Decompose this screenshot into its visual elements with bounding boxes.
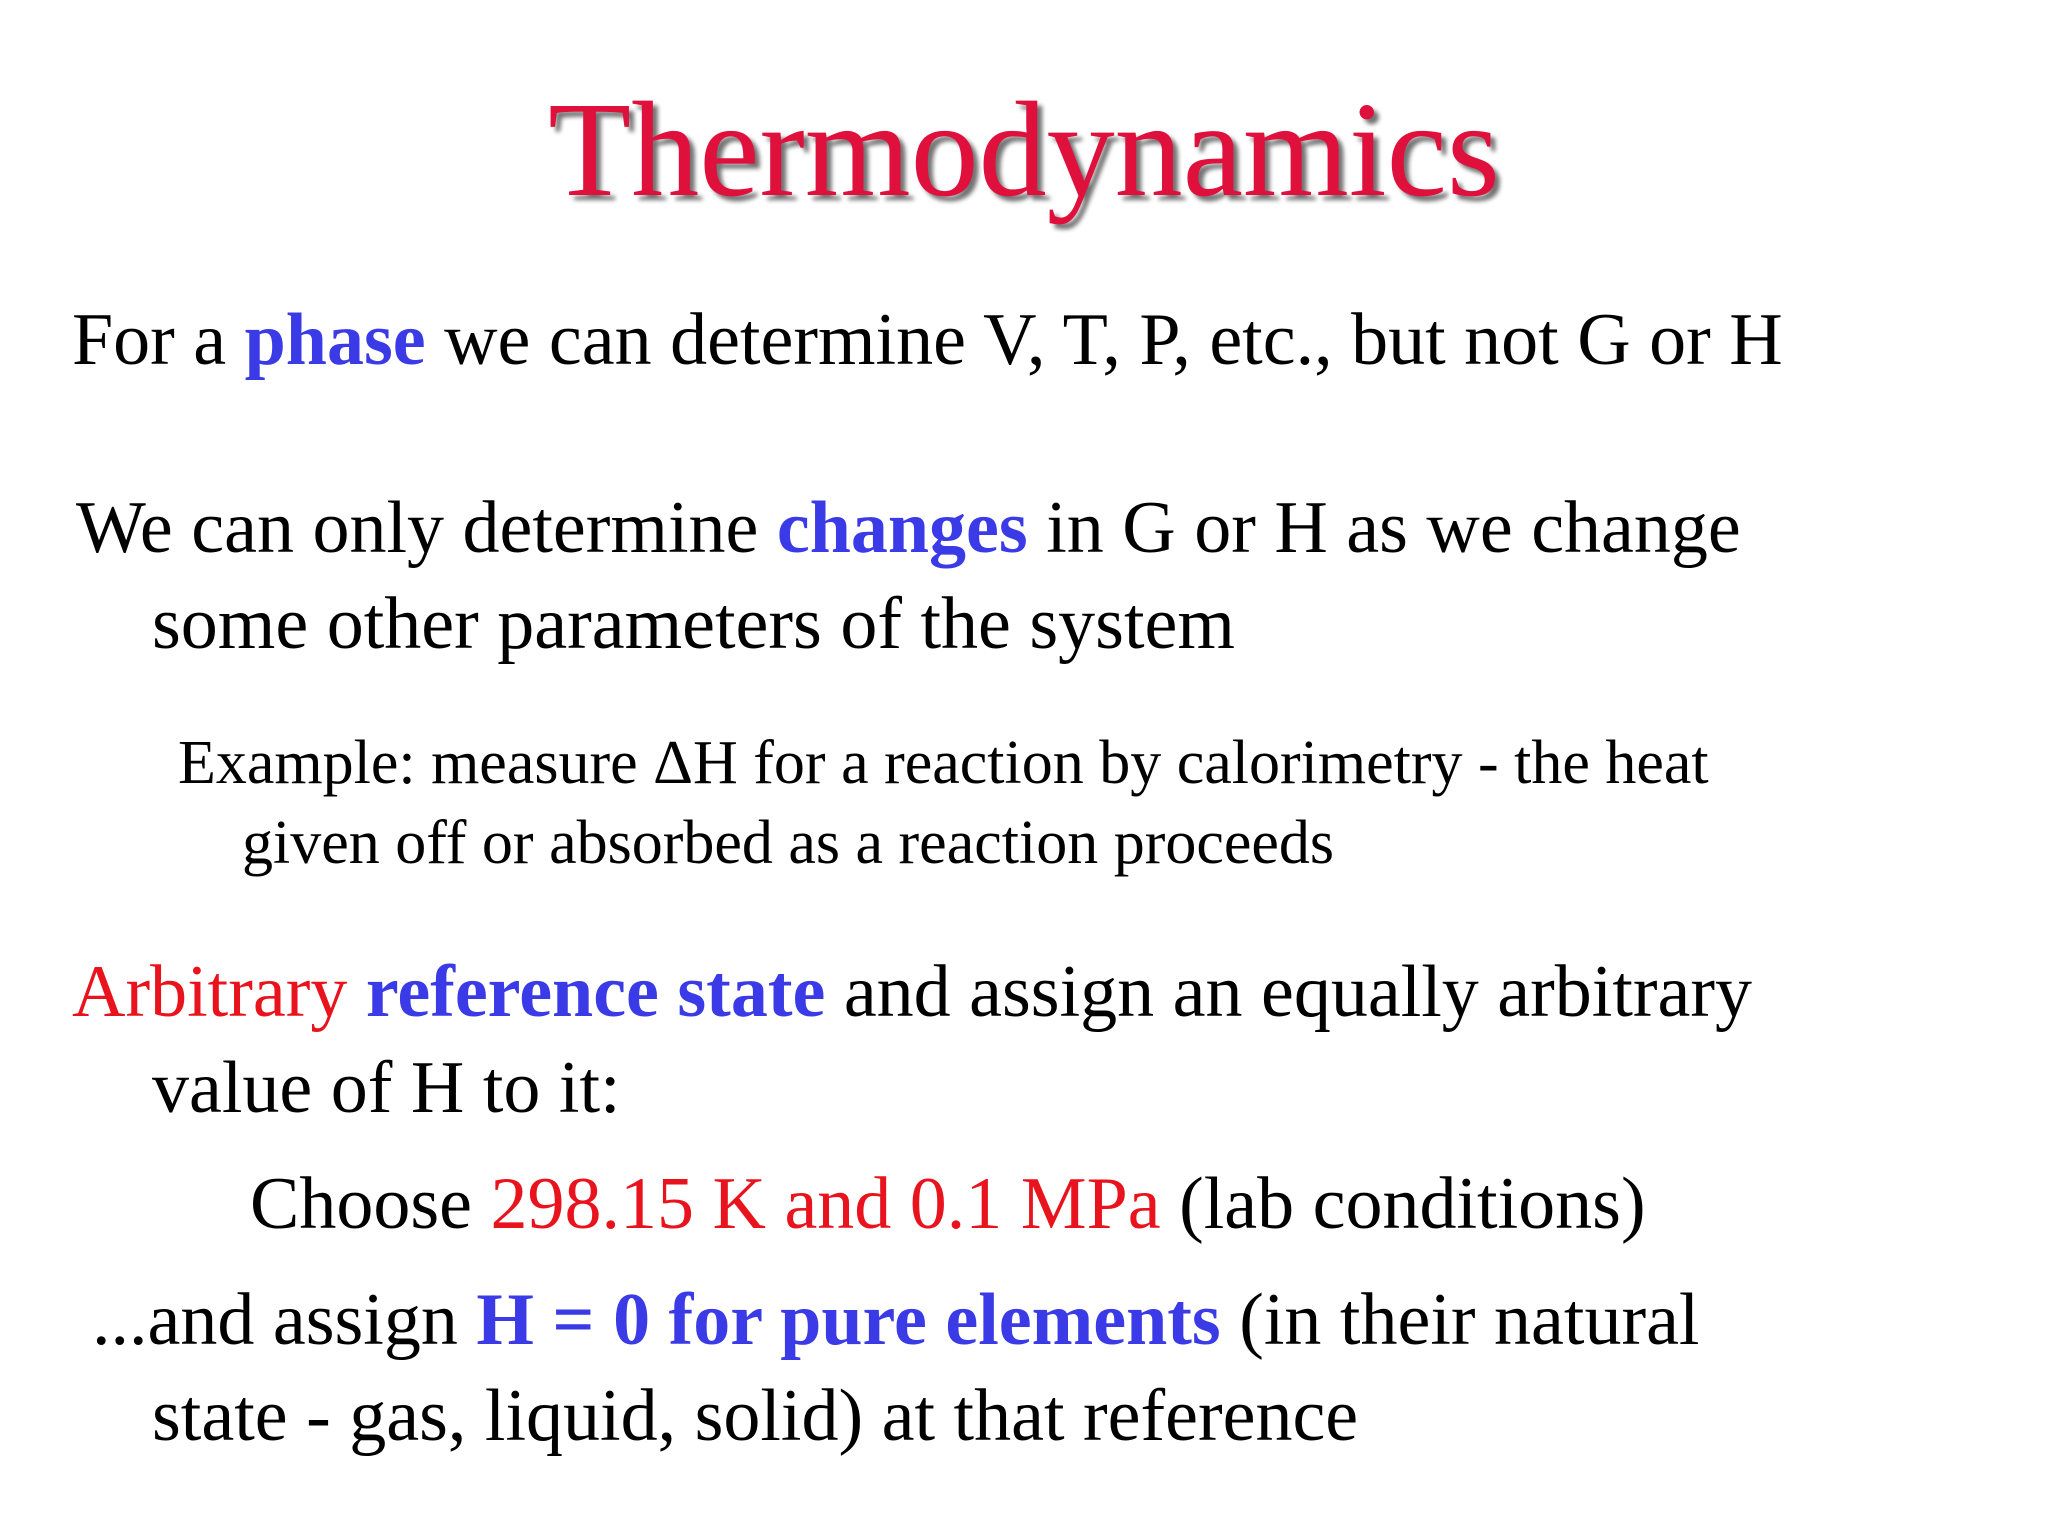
phase-keyword: phase: [244, 299, 426, 381]
reference-statement-end: and assign an equally arbitrary: [825, 951, 1753, 1033]
assign-statement-line1: [92, 1276, 1700, 1364]
changes-statement-start: We can only determine: [76, 487, 777, 569]
changes-statement-line1: [76, 484, 1741, 572]
example-line1: Example: measure ΔH for a reaction by calorimetry - the heat: [178, 729, 1709, 797]
example-line2: given off or absorbed as a reaction proceeds: [242, 809, 1335, 877]
reference-statement-line1: [72, 948, 1752, 1036]
assign-statement-start: ...and assign: [92, 1279, 477, 1361]
phase-statement-start: For a: [72, 299, 245, 381]
pure-elements-keyword: H = 0 for pure elements: [476, 1279, 1221, 1361]
reference-state-keyword: reference state: [365, 951, 826, 1033]
lab-conditions: (lab conditions): [1160, 1163, 1646, 1245]
slide-title: Thermodynamics: [548, 75, 1500, 225]
arbitrary-word: Arbitrary: [72, 951, 348, 1033]
changes-keyword: changes: [776, 487, 1028, 569]
phase-statement-end: we can determine V, T, P, etc., but not G or H: [425, 299, 1783, 381]
changes-statement-end: in G or H as we change: [1027, 487, 1741, 569]
assign-statement-line2: state - gas, liquid, solid) at that reference: [152, 1375, 1359, 1457]
reference-statement-line2: value of H to it:: [152, 1047, 621, 1129]
reference-conditions: 298.15 K and 0.1 MPa: [490, 1163, 1161, 1245]
phase-statement: [72, 296, 1783, 384]
choose-line: [250, 1160, 1646, 1248]
changes-statement-line2: some other parameters of the system: [152, 583, 1235, 665]
assign-statement-end: (in their natural: [1220, 1279, 1700, 1361]
choose-word: Choose: [250, 1163, 491, 1245]
